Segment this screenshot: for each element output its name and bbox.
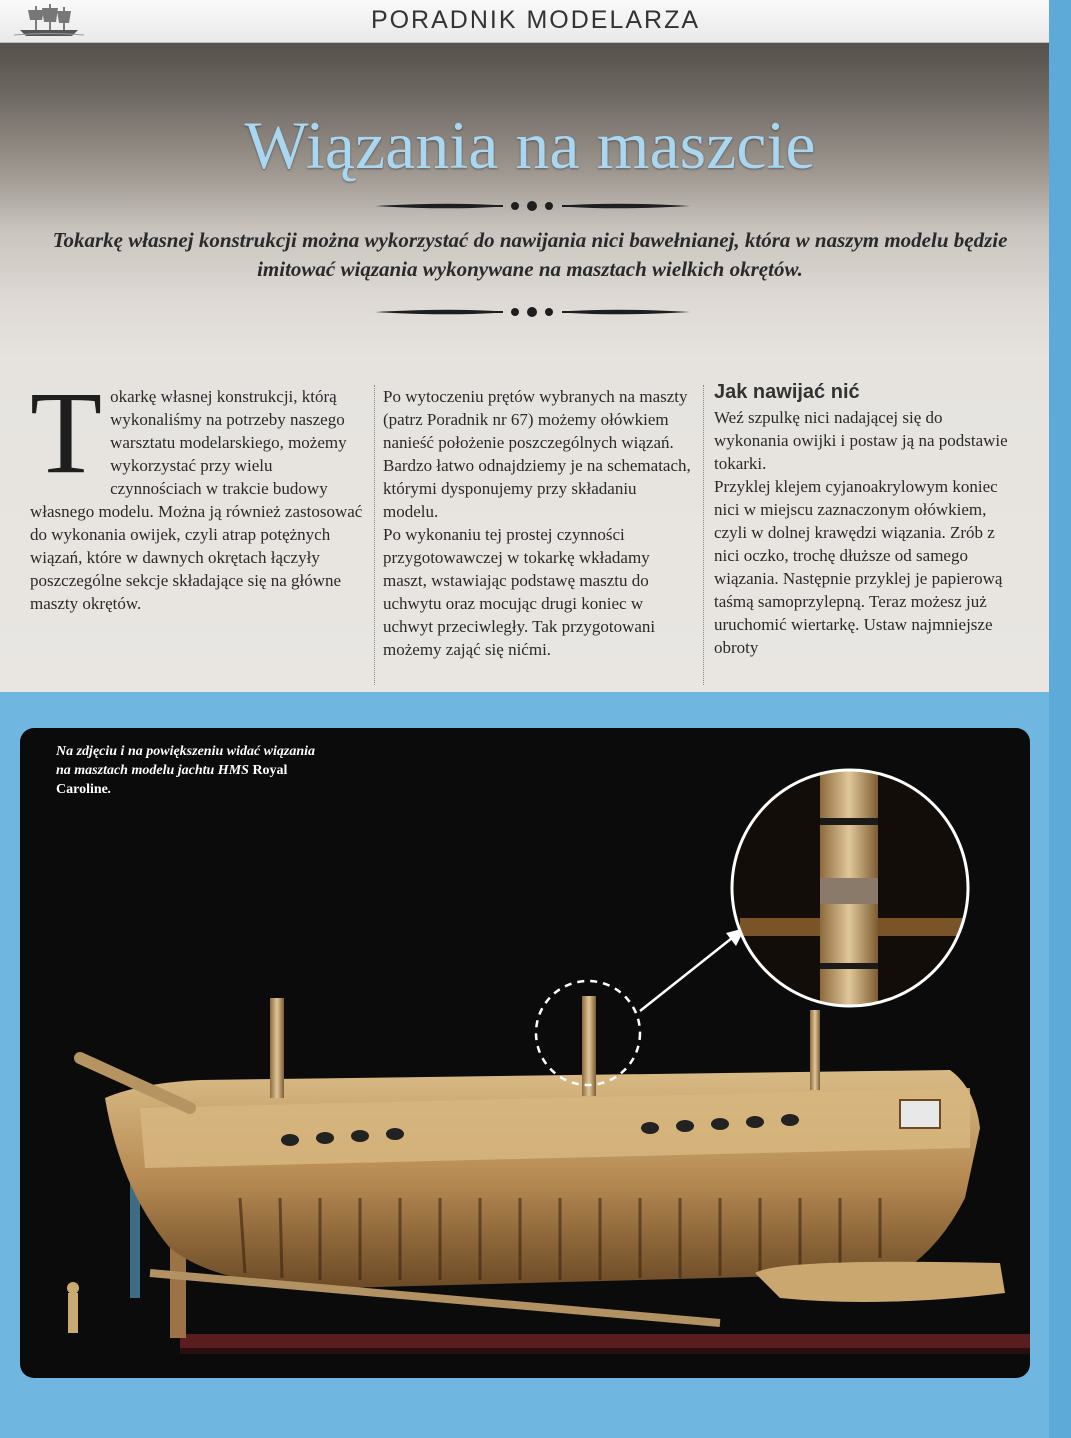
- column-divider: [703, 385, 704, 685]
- column2-paragraph-2: Po wykonaniu tej prostej czynności przygotowawczej w tokarkę wkładamy maszt, wstawiając podstawę masztu do uchwytu oraz mocując drugi koniec w uchwyt przeciwległy. Tak przygotowani możemy zająć się nićmi.: [383, 525, 656, 659]
- header-bar: [0, 0, 1049, 43]
- text-column-3: [714, 381, 1014, 659]
- photo-caption: Na zdjęciu i na powiększeniu widać wiązania na masztach modelu jachtu HMS Royal Caroline.: [56, 744, 316, 797]
- series-title: PORADNIK MODELARZA: [370, 6, 701, 34]
- ship-model-photo: [20, 728, 1030, 1378]
- column1-text: okarkę własnej konstrukcji, którą wykonaliśmy na potrzeby naszego warsztatu modelarskiego, możemy wykorzystać przy wielu czynnościach w trakcie budowy własnego modelu. Można ją również zastosować do wykonania owijek, czyli atrap potężnych wiązań, które w dawnych okrętach łączyły poszczególne sekcje składające się na główne maszty okrętów.: [30, 387, 363, 613]
- column3-paragraph-2: Przyklej klejem cyjanoakrylowym koniec nici w miejscu zaznaczonym ołówkiem, czyli w dolnej krawędzi wiązania. Zrób z nici oczko, trochę dłuższe od samego wiązania. Następnie przyklej je papierową taśmą samoprzylepną. Teraz możesz już uruchomić wiertarkę. Ustaw najmniejsze obroty: [714, 477, 1003, 657]
- column-divider: [374, 385, 375, 685]
- ornament-divider-bottom: [375, 305, 690, 319]
- page-edge-stripe: [1049, 0, 1071, 1438]
- ornament-divider-top: [375, 199, 690, 213]
- section-heading: Jak nawijać nić: [714, 381, 860, 403]
- lead-paragraph: Tokarkę własnej konstrukcji można wykorzystać do nawijania nici bawełnianej, która w naszym modelu będzie imitować wiązania wykonywane na masztach wielkich okrętów.: [52, 228, 1008, 281]
- dropcap: T: [30, 367, 103, 498]
- ship-model-illustration: [20, 728, 1030, 1378]
- text-column-1: [30, 367, 368, 615]
- page-title: Wiązania na maszcie: [244, 106, 816, 183]
- column2-paragraph-1: Po wytoczeniu prętów wybranych na maszty (patrz Poradnik nr 67) możemy ołówkiem nanieść położenie poszczególnych wiązań. Bardzo łatwo odnajdziemy je na schematach, którymi dysponujemy przy składaniu modelu.: [383, 387, 691, 521]
- column3-paragraph-1: Weź szpulkę nici nadającej się do wykonania owijki i postaw ją na podstawie tokarki.: [714, 408, 1008, 473]
- text-column-2: [383, 385, 696, 661]
